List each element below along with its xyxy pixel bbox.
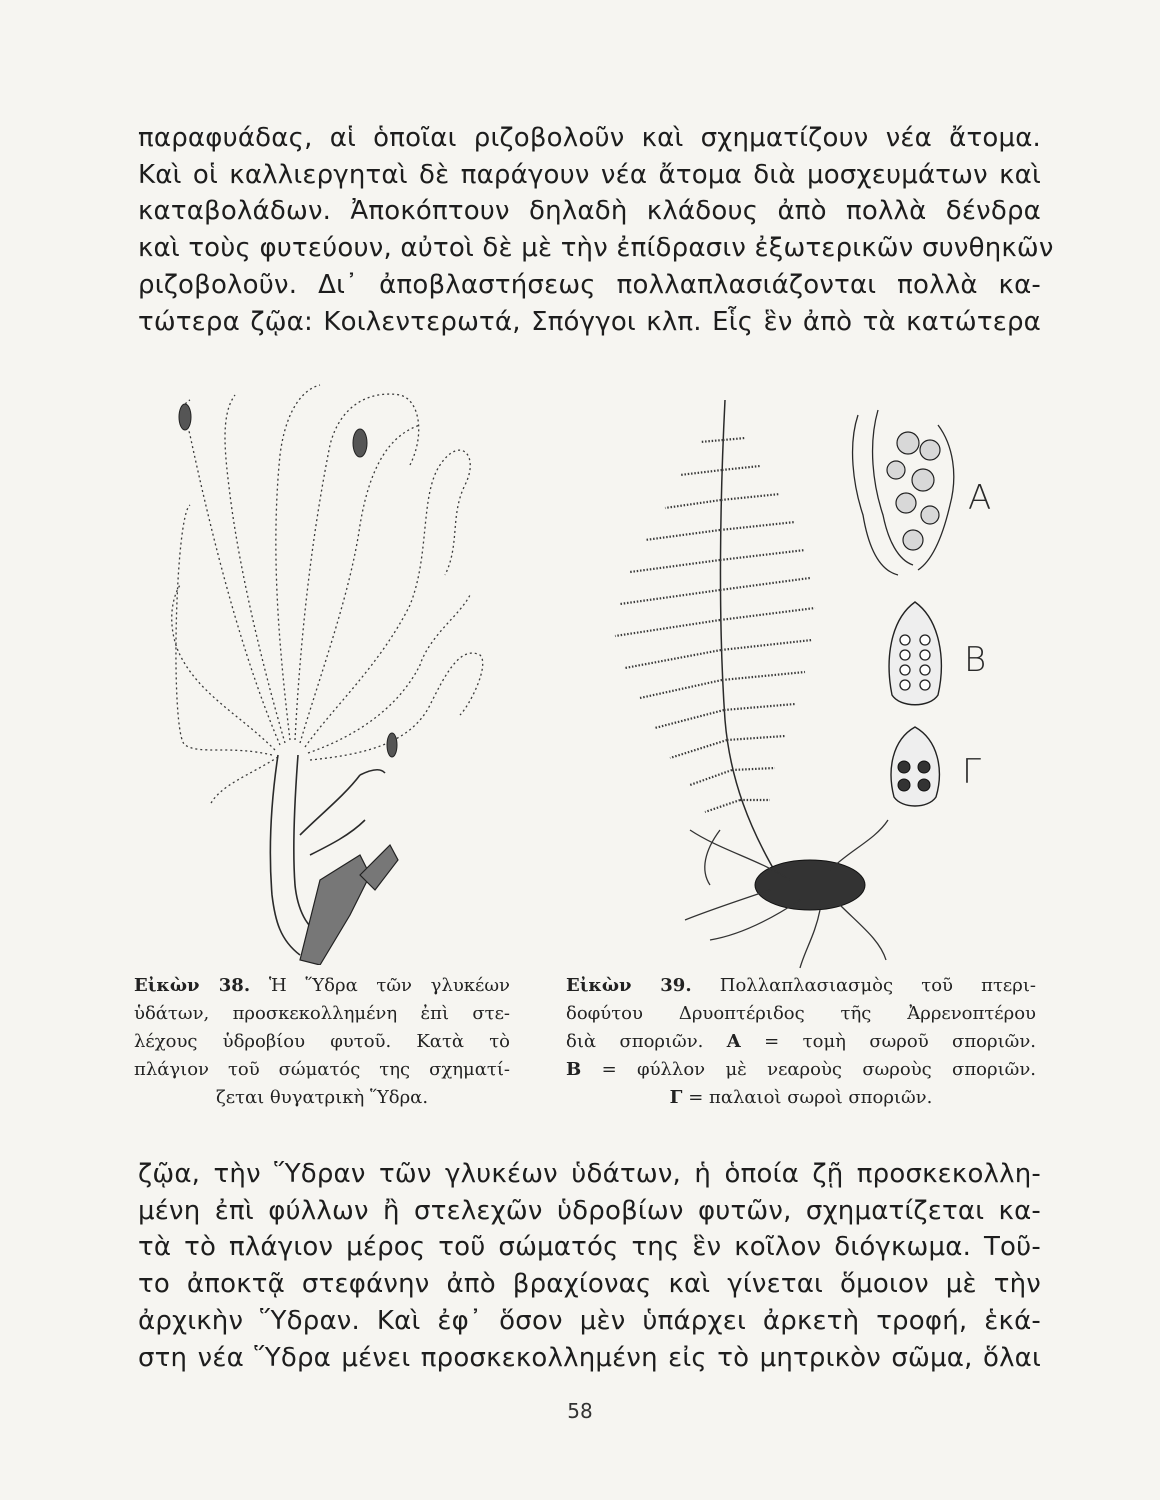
hydra-illustration (160, 375, 500, 965)
text-line: ζῷα, τὴν Ὕδραν τῶν γλυκέων ὑδάτων, ἡ ὁποία ζῇ προσκεκολλη- (138, 1159, 1041, 1189)
figure-38-label: Εἰκὼν 38. (134, 975, 251, 996)
caption-line (566, 972, 1036, 1000)
top-paragraph (138, 120, 1054, 340)
caption-line (566, 1084, 1036, 1112)
caption-line: ζεται θυγατρικὴ Ὕδρα. (215, 1087, 429, 1108)
text-line: το ἀποκτᾷ στεφάνην ἀπὸ βραχίονας καὶ γίνεται ὅμοιον μὲ τὴν (138, 1269, 1041, 1300)
caption-text: Ἡ Ὕδρα τῶν γλυκέων (268, 975, 510, 996)
caption-text: διὰ σποριῶν. (566, 1031, 704, 1052)
caption-key-a: Α (726, 1031, 741, 1052)
text-line: παραφυάδας, αἱ ὁποῖαι ριζοβολοῦν καὶ σχηματίζουν νέα ἄτομα. (138, 123, 1041, 153)
old-sori-illustration (882, 725, 948, 810)
figure-39-label: Εἰκὼν 39. (566, 975, 692, 996)
caption-key-b: Β (566, 1059, 582, 1080)
figure-letter-b: Β (964, 640, 987, 680)
figure-letter-a: Α (968, 478, 992, 518)
caption-text: Πολλαπλασιασμὸς τοῦ πτερι- (719, 975, 1036, 996)
pinnule-illustration (880, 600, 950, 710)
caption-line: δοφύτου Δρυοπτέριδος τῆς Ἀρρενοπτέρου (566, 1003, 1036, 1024)
text-line: καὶ τοὺς φυτεύουν, αὐτοὶ δὲ μὲ τὴν ἐπίδρασιν ἐξωτερικῶν συνθηκῶν (138, 233, 1054, 264)
caption-line: λέχους ὑδροβίου φυτοῦ. Κατὰ τὸ (134, 1031, 510, 1052)
figure-39-caption (566, 972, 1036, 1112)
bottom-paragraph (138, 1156, 1041, 1376)
caption-line (566, 1056, 1036, 1084)
text-line: ριζοβολοῦν. Δι᾽ ἀποβλαστήσεως πολλαπλασιάζονται πολλὰ κα- (138, 269, 1041, 300)
caption-key-g: Γ (669, 1087, 683, 1108)
caption-text: = τομὴ σωροῦ σποριῶν. (764, 1031, 1036, 1052)
text-line: στη νέα Ὕδρα μένει προσκεκολλημένη εἰς τὸ μητρικὸν σῶμα, ὅλαι (138, 1342, 1041, 1373)
page-number: 58 (567, 1399, 593, 1423)
sorus-section-illustration (838, 405, 968, 580)
text-line: ἀρχικὴν Ὕδραν. Καὶ ἐφ᾽ ὅσον μὲν ὑπάρχει ἀρκετὴ τροφή, ἑκά- (138, 1305, 1041, 1336)
caption-line (566, 1028, 1036, 1056)
figure-38-caption (134, 972, 510, 1112)
caption-line (134, 972, 510, 1000)
caption-line: ὑδάτων, προσκεκολλημένη ἐπὶ στε- (134, 1003, 510, 1024)
figure-letter-g: Γ (962, 752, 981, 792)
text-line: μένη ἐπὶ φύλλων ἢ στελεχῶν ὑδροβίων φυτῶν, σχηματίζεται κα- (138, 1195, 1041, 1226)
text-line: καταβολάδων. Ἀποκόπτουν δηλαδὴ κλάδους ἀπὸ πολλὰ δένδρα (138, 196, 1041, 227)
caption-line: πλάγιον τοῦ σώματός της σχηματί- (134, 1059, 510, 1080)
text-line: Καὶ οἱ καλλιεργηταὶ δὲ παράγουν νέα ἄτομα διὰ μοσχευμάτων καὶ (138, 159, 1041, 190)
caption-text: = παλαιοὶ σωροὶ σποριῶν. (688, 1087, 933, 1108)
caption-text: = φύλλον μὲ νεαροὺς σωροὺς σποριῶν. (601, 1059, 1036, 1080)
text-line: τὰ τὸ πλάγιον μέρος τοῦ σώματός της ἓν κοῖλον διόγκωμα. Τοῦ- (138, 1232, 1041, 1263)
text-line: τώτερα ζῷα: Κοιλεντερωτά, Σπόγγοι κλπ. Εἷς ἓν ἀπὸ τὰ κατώτερα (138, 306, 1041, 337)
